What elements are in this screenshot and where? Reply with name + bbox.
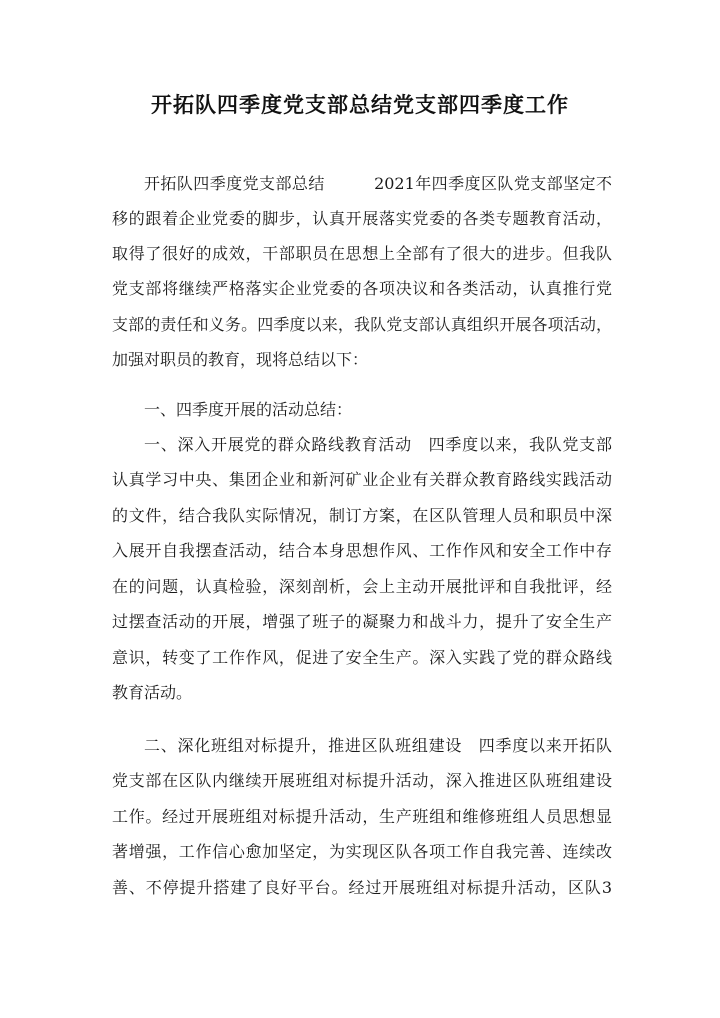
paragraph-line: 党支部将继续严格落实企业党委的各项决议和各类活动，认真推行党 [112, 279, 612, 298]
paragraph-line: 加强对职员的教育，现将总结以下： [112, 350, 369, 369]
paragraph-line: 一、深入开展党的群众路线教育活动 四季度以来，我队党支部 [144, 435, 612, 454]
document-title: 开拓队四季度党支部总结党支部四季度工作 [151, 92, 569, 117]
paragraph-line: 过摆查活动的开展，增强了班子的凝聚力和战斗力，提升了安全生产 [112, 612, 612, 631]
paragraph-line: 教育活动。 [112, 683, 193, 702]
paragraph-line: 取得了很好的成效，干部职员在思想上全部有了很大的进步。但我队 [112, 244, 612, 263]
paragraph-line: 工作。经过开展班组对标提升活动，生产班组和维修班组人员思想显 [112, 807, 612, 826]
paragraph-line: 的文件，结合我队实际情况，制订方案，在区队管理人员和职员中深 [112, 506, 612, 525]
paragraph-line: 认真学习中央、集团企业和新河矿业企业有关群众教育路线实践活动 [112, 470, 612, 489]
paragraph-line: 在的问题，认真检验，深刻剖析，会上主动开展批评和自我批评，经 [112, 577, 612, 596]
paragraph-line: 支部的责任和义务。四季度以来，我队党支部认真组织开展各项活动， [112, 315, 612, 334]
paragraph-line: 善、不停提升搭建了良好平台。经过开展班组对标提升活动，区队3 [112, 878, 612, 897]
paragraph-line: 二、深化班组对标提升，推进区队班组建设 四季度以来开拓队 [144, 736, 612, 755]
paragraph-line: 入展开自我摆查活动，结合本身思想作风、工作作风和安全工作中存 [112, 541, 612, 560]
paragraph-line: 党支部在区队内继续开展班组对标提升活动，深入推进区队班组建设 [112, 771, 612, 790]
paragraph-line: 移的跟着企业党委的脚步，认真开展落实党委的各类专题教育活动， [112, 209, 612, 228]
section-heading: 一、四季度开展的活动总结： [144, 400, 353, 419]
paragraph-line: 意识，转变了工作作风，促进了安全生产。深入实践了党的群众路线 [112, 648, 612, 667]
paragraph-line: 著增强，工作信心愈加坚定，为实现区队各项工作自我完善、连续改 [112, 842, 612, 861]
paragraph-line: 开拓队四季度党支部总结 2021年四季度区队党支部坚定不 [144, 174, 612, 193]
